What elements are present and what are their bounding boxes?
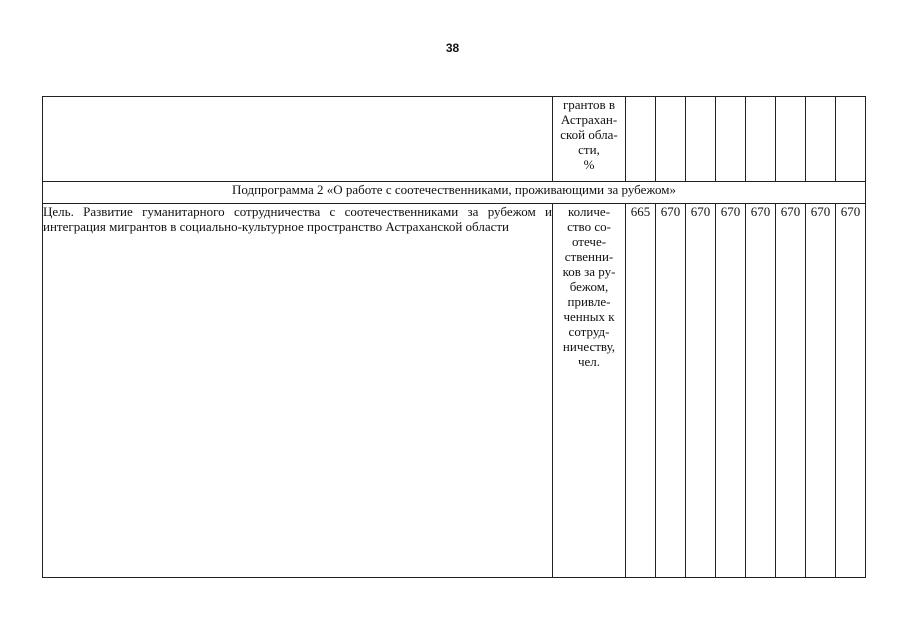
- indicator-table: [42, 96, 866, 578]
- value-cell: 670: [686, 204, 716, 578]
- value-cell: 670: [716, 204, 746, 578]
- page-number: 38: [445, 41, 460, 55]
- unit-line: %: [583, 157, 595, 172]
- value-cell: 670: [776, 204, 806, 578]
- value-cell: 665: [626, 204, 656, 578]
- goal-text: Цель. Развитие гуманитарного сотрудничества с соотечественниками за рубежом и интеграция мигрантов в социально-культурное пространство Астраханской области: [43, 204, 553, 578]
- subprogram-title: Подпрограмма 2 «О работе с соотечественниками, проживающими за рубежом»: [43, 182, 866, 204]
- empty-cell: [626, 97, 656, 182]
- unit-cell-grants: [553, 97, 626, 182]
- empty-cell: [43, 97, 553, 182]
- empty-cell: [716, 97, 746, 182]
- unit-line: привле-: [567, 294, 611, 309]
- unit-line: отече-: [571, 234, 607, 249]
- unit-line: бежом,: [569, 279, 609, 294]
- unit-line: ской обла-: [560, 127, 618, 142]
- empty-cell: [656, 97, 686, 182]
- unit-line: Астрахан-: [560, 112, 618, 127]
- unit-line: ство со-: [567, 219, 611, 234]
- value-cell: 670: [806, 204, 836, 578]
- unit-line: ков за ру-: [562, 264, 616, 279]
- unit-line: ственни-: [564, 249, 614, 264]
- unit-line: сотруд-: [568, 324, 610, 339]
- value-cell: 670: [836, 204, 866, 578]
- unit-line: грантов в: [562, 97, 616, 112]
- value-cell: 670: [746, 204, 776, 578]
- unit-line: сти,: [578, 142, 600, 157]
- empty-cell: [746, 97, 776, 182]
- empty-cell: [806, 97, 836, 182]
- table-row-goal: [43, 204, 866, 578]
- empty-cell: [836, 97, 866, 182]
- unit-line: чел.: [577, 354, 601, 369]
- unit-line: ничеству,: [562, 339, 616, 354]
- value-cell: 670: [656, 204, 686, 578]
- table-row-subprogram: [43, 182, 866, 204]
- empty-cell: [686, 97, 716, 182]
- unit-line: количе-: [567, 204, 611, 219]
- empty-cell: [776, 97, 806, 182]
- table-row-header: [43, 97, 866, 182]
- unit-cell-compatriots: [553, 204, 626, 578]
- unit-line: ченных к: [563, 309, 615, 324]
